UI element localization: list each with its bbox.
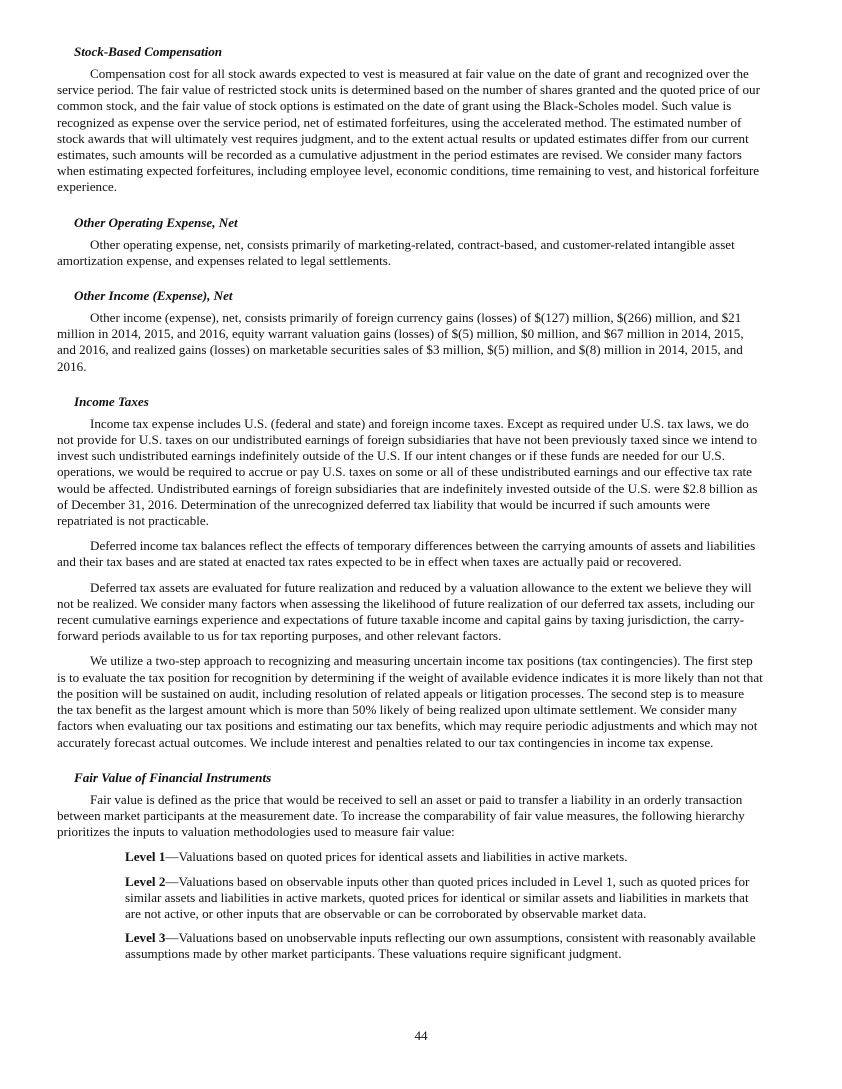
section-heading: Fair Value of Financial Instruments: [74, 769, 272, 785]
section-fair-value: [57, 770, 763, 963]
level-label: Level 3: [125, 930, 166, 946]
document-page: [57, 44, 763, 982]
level-description: —Valuations based on observable inputs other than quoted prices included in Level 1, such as quoted prices for similar assets and liabilities in active markets, quoted prices for identical or similar assets and liabilities in markets that are not active, or other inputs that are observable or can be corroborated by observable market data.: [125, 873, 750, 921]
paragraph: Other operating expense, net, consists primarily of marketing-related, contract-based, and customer-related intangible asset amortization expense, and expenses related to legal settlements.: [57, 236, 735, 268]
section-heading: Stock-Based Compensation: [74, 44, 223, 59]
paragraph: We utilize a two-step approach to recognizing and measuring uncertain income tax positions (tax contingencies). The first step is to evaluate the tax position for recognition by determining if the weight of available evidence indicates it is more likely than not that the position will be sustained on audit, including resolution of related appeals or litigation processes. The second step is to measure the tax benefit as the largest amount which is more than 50% likely of being realized upon ultimate settlement. We consider many factors when evaluating our tax positions and estimating our tax benefits, which may require periodic adjustments and which may not accurately forecast actual outcomes. We include interest and penalties related to our tax contingencies in income tax expense.: [57, 653, 763, 750]
paragraph: Income tax expense includes U.S. (federal and state) and foreign income taxes. Except as required under U.S. tax laws, we do not provide for U.S. taxes on our undistributed earnings of foreign subsidiaries that have not been previously taxed since we intend to invest such undistributed earnings indefinitely outside of the U.S. If our intent changes or if these funds are needed for our U.S. operations, we would be required to accrue or pay U.S. taxes on some or all of these undistributed earnings and our effective tax rate would be affected. Undistributed earnings of foreign subsidiaries that are indefinitely invested outside of the U.S. were $2.8 billion as of December 31, 2016. Determination of the unrecognized deferred tax liability that would be incurred if such amounts were repatriated is not practicable.: [57, 415, 758, 529]
hierarchy-level-1: [125, 849, 763, 865]
level-label: Level 2: [125, 873, 166, 889]
page-number: 44: [414, 1028, 428, 1043]
paragraph: Deferred income tax balances reflect the effects of temporary differences between the carrying amounts of assets and liabilities and their tax bases and are stated at enacted tax rates expected to be in effect when taxes are actually paid or recovered.: [57, 538, 756, 570]
hierarchy-level-2: [125, 874, 763, 923]
paragraph: Deferred tax assets are evaluated for future realization and reduced by a valuation allowance to the extent we believe they will not be realized. We consider many factors when assessing the likelihood of future realization of our deferred tax assets, including our recent cumulative earnings experience and expectations of future taxable income and capital gains by taxing jurisdiction, the carry-forward periods available to us for tax reporting purposes, and other relevant factors.: [57, 579, 755, 644]
level-description: —Valuations based on unobservable inputs reflecting our own assumptions, consistent with reasonably available assumptions made by other market participants. These valuations require significant judgment.: [125, 930, 756, 962]
section-other-operating-expense: [57, 215, 763, 269]
section-heading: Other Operating Expense, Net: [74, 214, 238, 230]
paragraph: Fair value is defined as the price that would be received to sell an asset or paid to transfer a liability in an orderly transaction between market participants at the measurement date. To increase the comparability of fair value measures, the following hierarchy prioritizes the inputs to valuation methodologies used to measure fair value:: [57, 791, 745, 840]
paragraph: Compensation cost for all stock awards expected to vest is measured at fair value on the date of grant and recognized over the service period. The fair value of restricted stock units is determined based on the number of shares granted and the quoted price of our common stock, and the fair value of stock options is estimated on the date of grant using the Black-Scholes model. Such value is recognized as expense over the service period, net of estimated forfeitures, using the accelerated method. The estimated number of stock awards that will ultimately vest requires judgment, and to the extent actual results or updated estimates differ from our current estimates, such amounts will be recorded as a cumulative adjustment in the period estimates are revised. We consider many factors when estimating expected forfeitures, including employee level, economic conditions, time remaining to vest, and historical forfeiture experience.: [57, 66, 760, 195]
level-description: —Valuations based on quoted prices for identical assets and liabilities in active markets.: [165, 849, 628, 865]
section-heading: Other Income (Expense), Net: [74, 288, 233, 304]
hierarchy-level-3: [125, 930, 763, 962]
level-label: Level 1: [125, 849, 166, 865]
section-income-taxes: [57, 394, 763, 751]
paragraph: Other income (expense), net, consists primarily of foreign currency gains (losses) of $(127) million, $(266) million, and $21 million in 2014, 2015, and 2016, equity warrant valuation gains (losses) of $(5) million, $0 million, and $67 million in 2014, 2015, and 2016, and realized gains (losses) on marketable securities sales of $3 million, $(5) million, and $(8) million in 2014, 2015, and 2016.: [57, 310, 744, 374]
section-heading: Income Taxes: [74, 393, 149, 409]
section-stock-based-compensation: [57, 44, 763, 196]
section-other-income-expense: [57, 288, 763, 375]
